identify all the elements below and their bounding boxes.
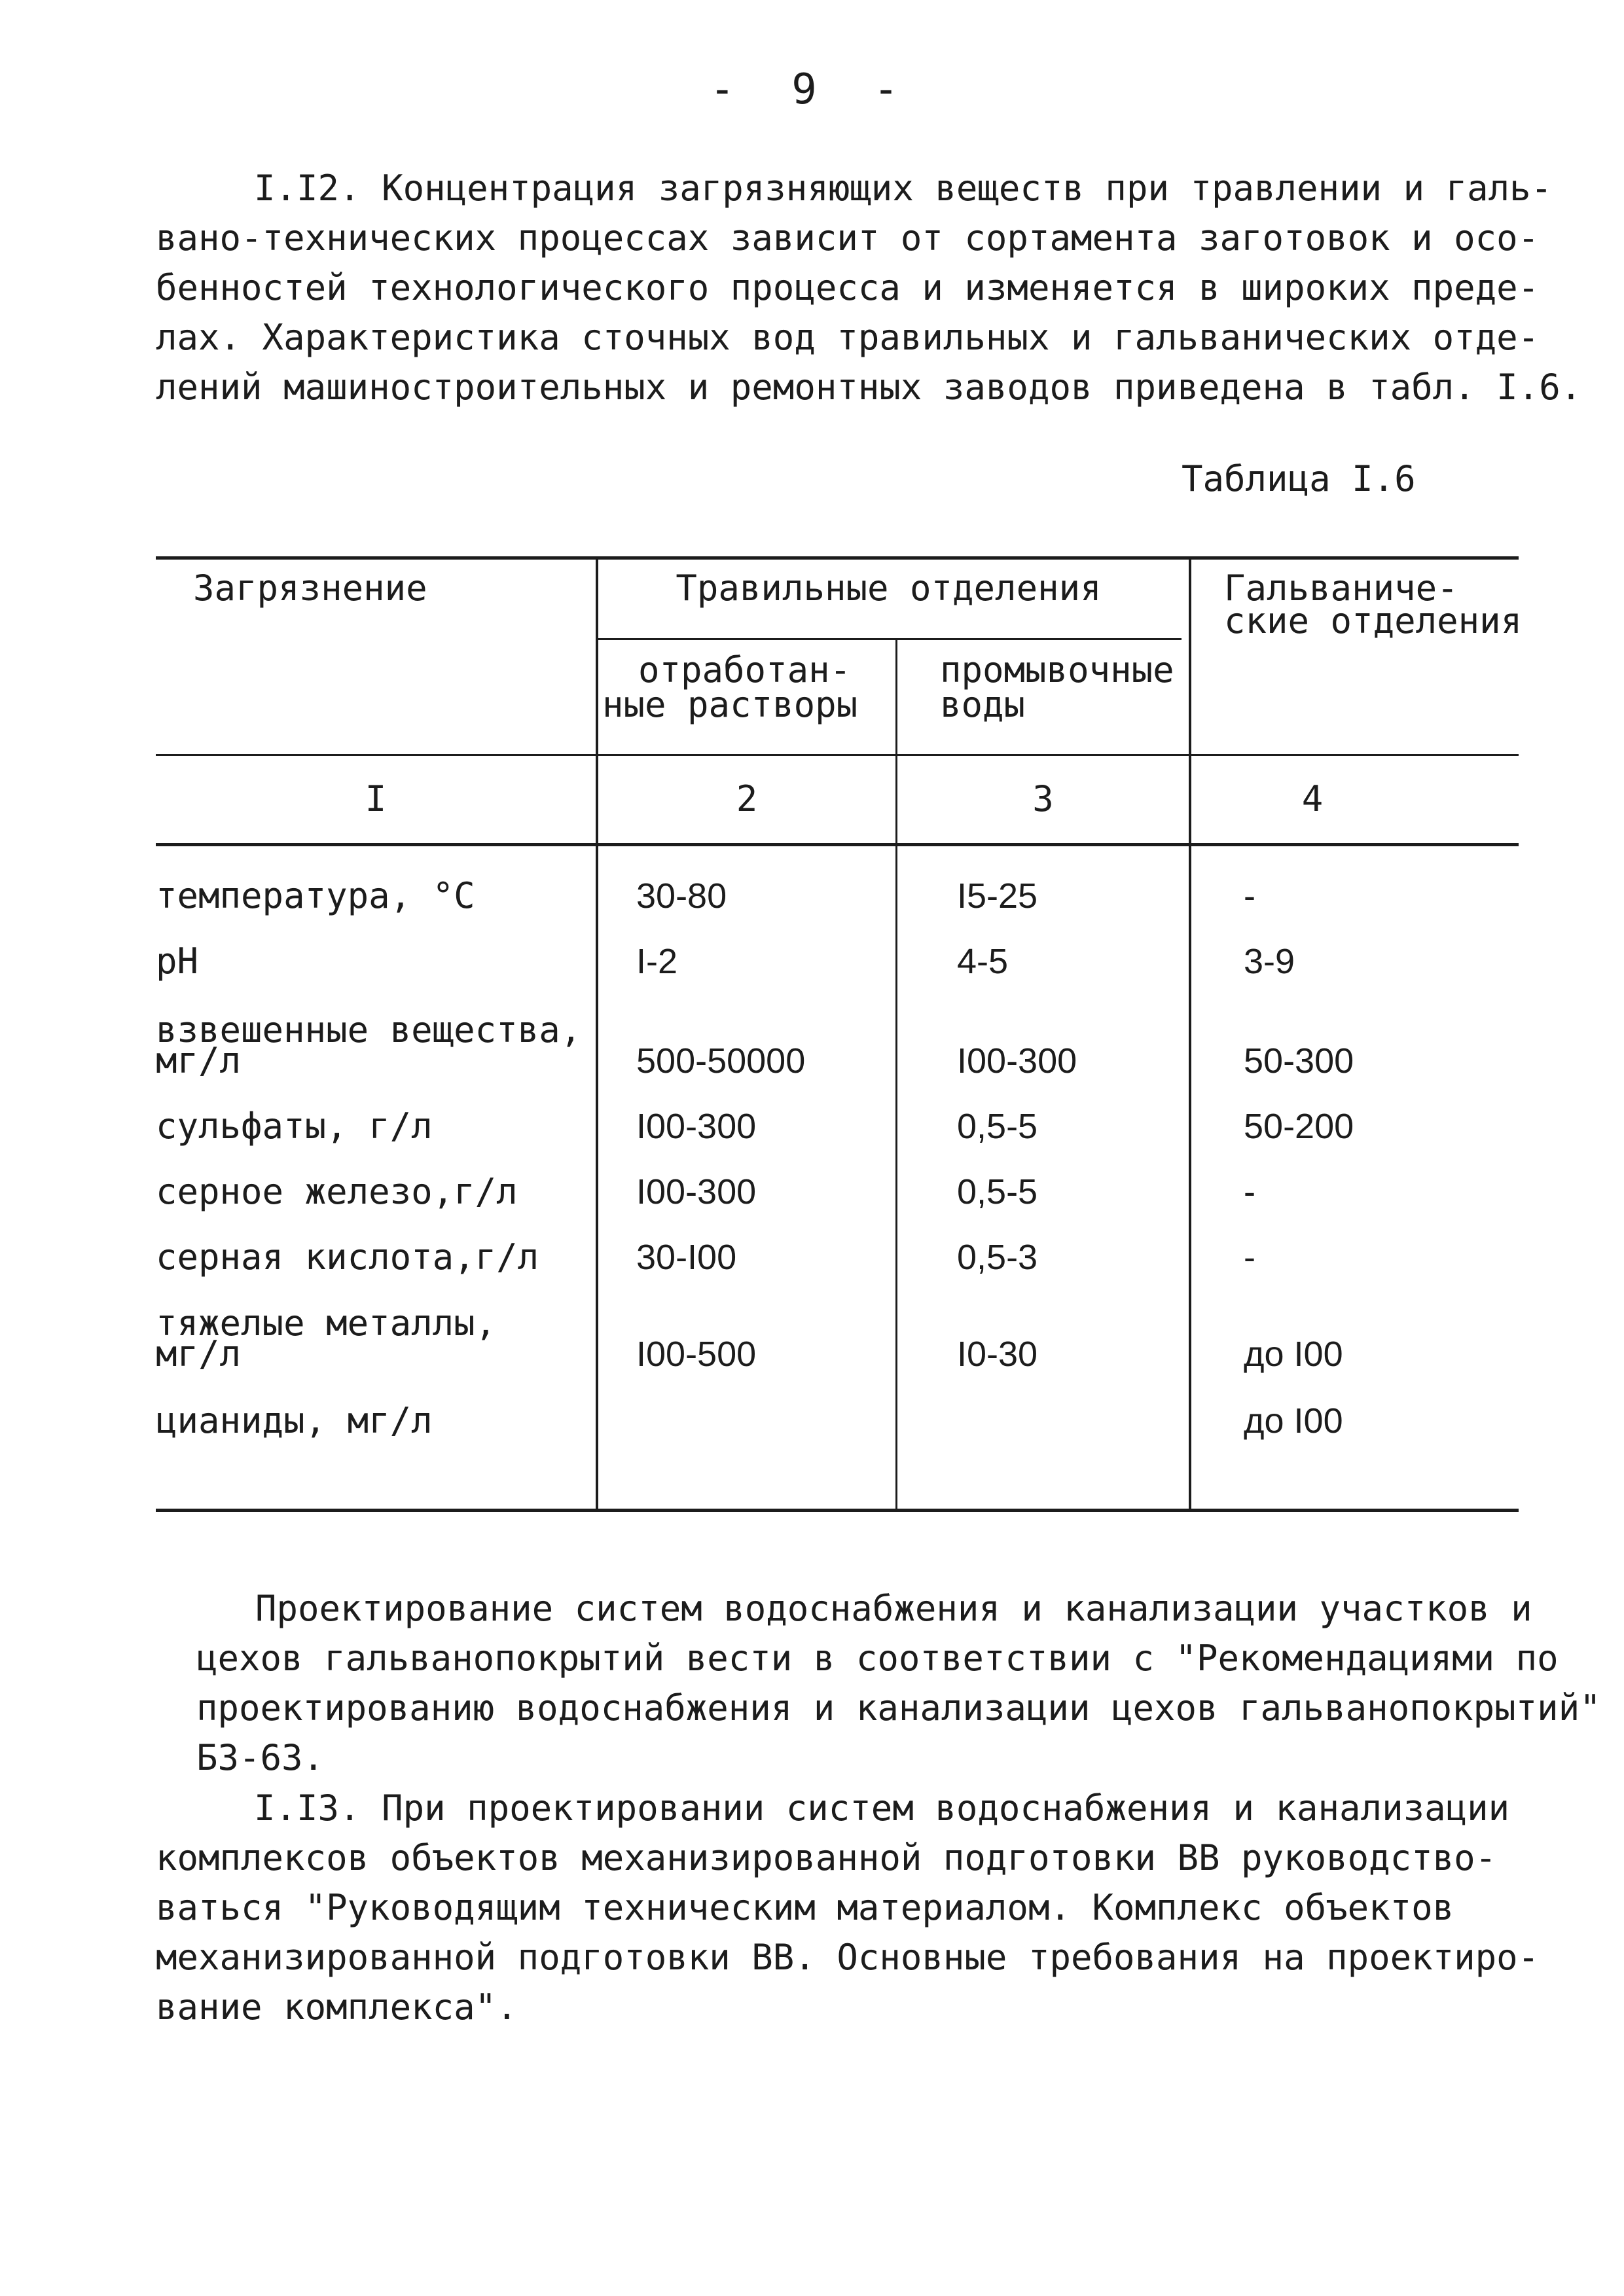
- cell-cyanides-galvanic: до I00: [1244, 1401, 1343, 1441]
- cell-acid-rinse: 0,5-3: [957, 1238, 1038, 1277]
- column-number-3: 3: [1032, 778, 1054, 819]
- cell-suspended-galvanic: 50-300: [1244, 1041, 1354, 1081]
- header-spent-solutions-line1: отработан-: [638, 649, 852, 691]
- column-number-rule: [156, 843, 1519, 846]
- cell-acid-spent: 30-I00: [636, 1238, 737, 1277]
- cell-temperature-spent: 30-80: [636, 876, 727, 916]
- paragraph-line: БЗ-63.: [196, 1737, 325, 1778]
- row-label-sulfuric-acid: серная кислота,г/л: [156, 1236, 539, 1278]
- row-label-temperature: температура, °С: [156, 875, 475, 916]
- column-number-4: 4: [1301, 778, 1324, 819]
- paragraph-line: лений машиностроительных и ремонтных заводов приведена в табл. I.6.: [156, 367, 1582, 408]
- column-divider: [895, 639, 897, 1510]
- paragraph-line: бенностей технологического процесса и изменяется в широких преде-: [156, 267, 1540, 308]
- cell-iron-galvanic: -: [1244, 1172, 1255, 1211]
- header-spent-solutions-line2: ные растворы: [602, 684, 858, 725]
- header-group-rule: [596, 638, 1182, 640]
- row-label-suspended-solids-line1: взвешенные вещества,: [156, 1009, 582, 1050]
- header-galvanic-line1: Гальваниче-: [1224, 567, 1458, 609]
- table-bottom-rule: [156, 1509, 1519, 1512]
- header-galvanic-line2: ские отделения: [1224, 600, 1523, 641]
- cell-metals-rinse: I0-30: [957, 1335, 1038, 1374]
- row-label-ph: pH: [156, 941, 199, 982]
- row-label-heavy-metals-line1: тяжелые металлы,: [156, 1302, 497, 1344]
- cell-suspended-rinse: I00-300: [957, 1041, 1077, 1081]
- paragraph-1-13: [156, 1784, 1539, 2032]
- table-caption: Таблица I.6: [1182, 458, 1416, 499]
- cell-metals-galvanic: до I00: [1244, 1335, 1343, 1374]
- paragraph-1-12: [156, 164, 1581, 412]
- paragraph-line: I.I3. При проектировании систем водоснабжения и канализации: [254, 1787, 1510, 1829]
- cell-ph-spent: I-2: [636, 942, 678, 981]
- row-label-heavy-metals-line2: мг/л: [156, 1333, 242, 1374]
- cell-ph-galvanic: 3-9: [1244, 942, 1295, 981]
- cell-sulfates-galvanic: 50-200: [1244, 1107, 1354, 1146]
- column-number-1: I: [365, 778, 387, 819]
- cell-iron-rinse: 0,5-5: [957, 1172, 1038, 1211]
- paragraph-line: вание комплекса".: [156, 1986, 518, 2028]
- paragraph-line: Проектирование систем водоснабжения и канализации участков и: [255, 1588, 1532, 1629]
- row-label-cyanides: цианиды, мг/л: [156, 1400, 433, 1441]
- cell-ph-rinse: 4-5: [957, 942, 1009, 981]
- paragraph-line: механизированной подготовки ВВ. Основные требования на проектиро-: [156, 1937, 1540, 1978]
- paragraph-line: проектированию водоснабжения и канализации цехов гальванопокрытий": [196, 1687, 1601, 1729]
- header-pollution: Загрязнение: [193, 567, 427, 609]
- cell-acid-galvanic: -: [1244, 1238, 1255, 1277]
- page-number: - 9 -: [710, 65, 914, 114]
- table-top-rule: [156, 556, 1519, 560]
- cell-sulfates-rinse: 0,5-5: [957, 1107, 1038, 1146]
- cell-suspended-spent: 500-50000: [636, 1041, 806, 1081]
- paragraph-line: I.I2. Концентрация загрязняющих веществ при травлении и галь-: [254, 168, 1553, 209]
- column-number-2: 2: [736, 778, 758, 819]
- header-pickling-departments: Травильные отделения: [676, 567, 1102, 609]
- cell-metals-spent: I00-500: [636, 1335, 757, 1374]
- cell-sulfates-spent: I00-300: [636, 1107, 757, 1146]
- paragraph-line: цехов гальванопокрытий вести в соответствии с "Рекомендациями по: [196, 1638, 1559, 1679]
- header-rinse-water-line1: промывочные: [940, 649, 1174, 691]
- paragraph-line: ваться "Руководящим техническим материалом. Комплекс объектов: [156, 1887, 1454, 1928]
- cell-temperature-rinse: I5-25: [957, 876, 1038, 916]
- paragraph-design: [196, 1584, 1601, 1783]
- header-bottom-rule: [156, 754, 1519, 756]
- row-label-iron-sulfate: серное железо,г/л: [156, 1171, 518, 1212]
- column-divider: [596, 558, 598, 1510]
- row-label-sulfates: сульфаты, г/л: [156, 1105, 433, 1147]
- paragraph-line: вано-технических процессах зависит от сортамента заготовок и осо-: [156, 217, 1540, 259]
- row-label-suspended-solids-line2: мг/л: [156, 1040, 242, 1081]
- column-divider: [1189, 558, 1191, 1510]
- paragraph-line: лах. Характеристика сточных вод травильных и гальванических отде-: [156, 317, 1540, 358]
- paragraph-line: комплексов объектов механизированной подготовки ВВ руководство-: [156, 1837, 1497, 1878]
- cell-temperature-galvanic: -: [1244, 876, 1255, 916]
- header-rinse-water-line2: воды: [940, 684, 1026, 725]
- cell-iron-spent: I00-300: [636, 1172, 757, 1211]
